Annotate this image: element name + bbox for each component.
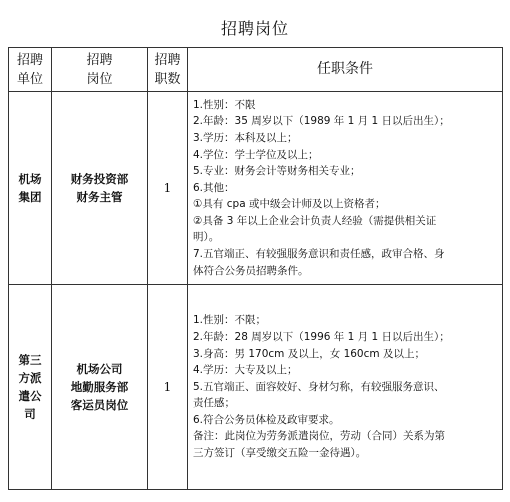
position-line: 财务主管 (76, 190, 123, 204)
position-cell (52, 92, 148, 285)
unit-line: 遣公 (18, 389, 42, 403)
header-unit (9, 48, 52, 92)
header-count (148, 48, 188, 92)
position-line: 地勤服务部 (70, 380, 129, 394)
requirement-line: 4.学历：大专及以上； (193, 364, 298, 377)
position-line: 财务投资部 (70, 172, 129, 186)
unit-line: 方派 (18, 371, 42, 385)
table-row (9, 92, 503, 285)
requirement-line: 3.身高：男 170cm 及以上，女 160cm 及以上； (193, 347, 425, 360)
unit-line: 机场 (18, 172, 42, 186)
requirement-line: 4.学位：学士学位及以上； (193, 148, 319, 161)
unit-line: 集团 (18, 190, 42, 204)
requirement-line: 备注：此岗位为劳务派遣岗位，劳动（合同）关系为第 (193, 430, 445, 443)
requirement-line: 三方签订（享受缴交五险一金待遇）。 (193, 447, 367, 460)
table-row (9, 285, 503, 490)
header-position-line: 岗位 (86, 71, 113, 87)
count-cell: 1 (148, 92, 188, 285)
count-cell: 1 (148, 285, 188, 490)
requirement-line: 2.年龄：28 周岁以下（1996 年 1 月 1 日以后出生）； (193, 330, 450, 343)
table-header-row (9, 48, 503, 92)
requirement-line: 体符合公务员招聘条件。 (193, 264, 309, 277)
requirement-line: 1.性别：不限； (193, 314, 267, 327)
requirement-line: ②具备 3 年以上企业会计负责人经验（需提供相关证 (193, 214, 437, 227)
requirement-line: 1.性别：不限 (193, 98, 256, 111)
requirement-line: 3.学历：本科及以上； (193, 131, 298, 144)
header-position-line: 招聘 (86, 52, 113, 68)
requirement-line: 7.五官端正、有较强服务意识和责任感，政审合格、身 (193, 248, 445, 261)
requirements-cell (188, 92, 503, 285)
requirement-line: 6.符合公务员体检及政审要求。 (193, 413, 340, 426)
requirement-line: 2.年龄：35 周岁以下（1989 年 1 月 1 日以后出生）； (193, 115, 450, 128)
unit-line: 第三 (18, 353, 42, 367)
header-count-line: 招聘 (154, 52, 181, 68)
unit-line: 司 (24, 407, 36, 421)
requirement-line: ①具有 cpa 或中级会计师及以上资格者； (193, 198, 386, 211)
position-line: 机场公司 (76, 362, 123, 376)
requirement-line: 明）。 (193, 231, 220, 244)
header-unit-line: 单位 (16, 71, 43, 87)
requirement-line: 6.其他： (193, 181, 235, 194)
unit-cell (9, 92, 52, 285)
header-requirements: 任职条件 (188, 48, 503, 92)
position-cell (52, 285, 148, 490)
header-position (52, 48, 148, 92)
header-unit-line: 招聘 (16, 52, 43, 68)
header-count-line: 职数 (154, 71, 181, 87)
requirements-cell (188, 285, 503, 490)
unit-cell (9, 285, 52, 490)
position-line: 客运员岗位 (70, 398, 129, 412)
job-table (8, 47, 503, 490)
page-title: 招聘岗位 (220, 19, 289, 38)
requirement-line: 5.五官端正、面容姣好、身材匀称，有较强服务意识、 (193, 380, 445, 393)
requirement-line: 责任感； (193, 397, 235, 410)
requirement-line: 5.专业：财务会计等财务相关专业； (193, 165, 361, 178)
